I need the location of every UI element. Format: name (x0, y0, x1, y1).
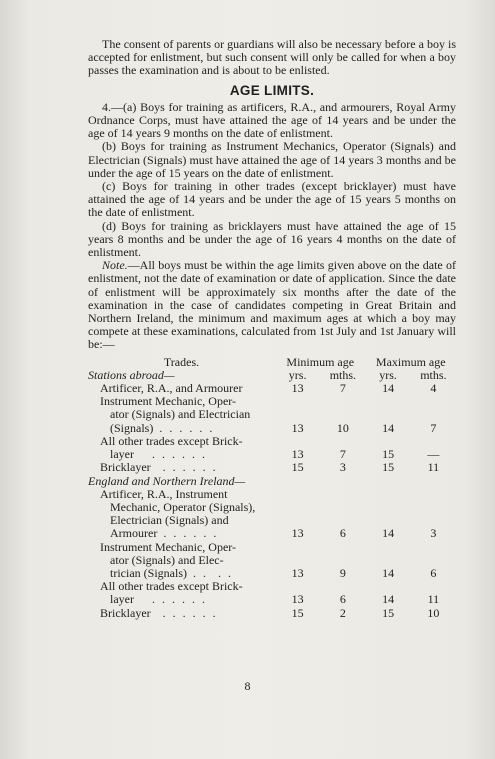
leader-dots: . . . . . . (151, 592, 207, 607)
row-label (88, 461, 275, 474)
leader-dots: . . . . . . (151, 447, 207, 462)
row-label-line (100, 527, 275, 540)
row-label (88, 395, 275, 435)
max-yrs-cell: 15 (382, 447, 395, 462)
max-yrs-cell: 14 (382, 420, 395, 435)
unit-min-yrs: yrs. (288, 367, 307, 382)
max-yrs-cell: 15 (382, 605, 395, 620)
min-yrs-cell: 13 (291, 381, 304, 396)
min-yrs-cell: 13 (291, 592, 304, 607)
min-yrs-cell: 15 (291, 460, 304, 475)
row-label-text: Bricklayer (100, 460, 151, 475)
row-label-line: Instrument Mechanic, Oper- (100, 394, 237, 409)
unit-max-yrs: yrs. (379, 367, 397, 382)
row-label (88, 488, 275, 541)
paragraph-b-prefix: (b) (102, 139, 116, 154)
note-label: Note. (102, 258, 128, 273)
table-row (88, 541, 456, 581)
max-mths-cell: 4 (430, 381, 437, 396)
table-row (88, 461, 456, 474)
col-trades-header: Trades. (163, 354, 200, 369)
age-limits-table (88, 356, 456, 620)
group-row (88, 475, 456, 488)
row-label-line: Instrument Mechanic, Oper- (100, 539, 237, 554)
min-yrs-cell: 13 (291, 565, 304, 580)
row-label-text: trician (Signals) (110, 565, 187, 580)
max-yrs-cell: 14 (382, 381, 395, 396)
max-mths-cell: — (427, 447, 440, 462)
row-label-line (100, 422, 275, 435)
col-max-header: Maximum age (375, 354, 446, 369)
paragraph-d (88, 220, 456, 260)
min-mths-cell: 9 (339, 565, 346, 580)
row-label (88, 607, 275, 620)
paragraph-c-prefix: (c) (102, 179, 116, 194)
table-row (88, 435, 456, 461)
table-row (88, 488, 456, 541)
leader-dots: . . . . . . (163, 526, 219, 541)
note-text: —All boys must be within the age limits given above on the date of enlistment, not the date of examination or date of application. Since the date of enlistment will be approximately six months after the date of the examination in the case of candidates competing in Great Britain and Northern Ireland, the minimum and maximum ages at which a boy may compete at these examinations, calculated from 1st July and 1st January will be:— (88, 258, 456, 352)
note-paragraph (88, 259, 456, 351)
max-mths-cell: 11 (427, 592, 440, 607)
row-label-line: All other trades except Brick- (100, 433, 243, 448)
max-mths-cell: 3 (430, 526, 437, 541)
group-abroad-label: Stations abroad— (88, 367, 175, 382)
max-mths-cell: 6 (430, 565, 437, 580)
min-mths-cell: 7 (339, 381, 346, 396)
leader-dots: . . . . (192, 565, 233, 580)
row-label-line: All other trades except Brick- (100, 579, 243, 594)
min-mths-cell: 2 (339, 605, 346, 620)
table-row (88, 580, 456, 606)
max-yrs-cell: 14 (382, 526, 395, 541)
row-label-line: Mechanic, Operator (Signals), (110, 499, 256, 514)
row-label-text: (Signals) (110, 420, 154, 435)
row-label-text: layer (110, 592, 134, 607)
unit-min-mths: mths. (329, 367, 357, 382)
paragraph-d-text: Boys for training as bricklayers must have attained the age of 15 years 8 months and be under the age of 16 years 4 months on the date of enlistment. (88, 218, 456, 260)
row-label-text: layer (110, 447, 134, 462)
row-label-line: ator (Signals) and Elec- (110, 552, 224, 567)
min-mths-cell: 3 (339, 460, 346, 475)
table-row (88, 395, 456, 435)
min-yrs-cell: 13 (291, 526, 304, 541)
min-yrs-cell: 13 (291, 447, 304, 462)
intro-paragraph: The consent of parents or guardians will also be necessary before a boy is accepted for enlistment, but such consent will only be called for when a boy passes the examination and is about to be enlisted. (88, 37, 456, 78)
min-mths-cell: 6 (339, 592, 346, 607)
group-uk-label: England and Northern Ireland— (88, 473, 246, 488)
page-content (88, 38, 456, 620)
paragraph-b (88, 140, 456, 180)
paragraph-d-prefix: (d) (102, 218, 116, 233)
leader-dots: . . . . . . (162, 460, 218, 475)
table-row (88, 607, 456, 620)
leader-dots: . . . . . . (162, 605, 218, 620)
row-label-line: Electrician (Signals) and (110, 513, 229, 528)
min-mths-cell: 10 (336, 420, 349, 435)
row-label (88, 435, 275, 461)
max-yrs-cell: 14 (382, 565, 395, 580)
row-label-text: Armourer (110, 526, 158, 541)
row-label-line: ator (Signals) and Electrician (110, 407, 251, 422)
section-heading: AGE LIMITS. (229, 82, 315, 98)
max-yrs-cell: 15 (382, 460, 395, 475)
min-yrs-cell: 13 (291, 420, 304, 435)
max-yrs-cell: 14 (382, 592, 395, 607)
col-min-header: Minimum age (286, 354, 355, 369)
paragraph-b-text: Boys for training as Instrument Mechanics, Operator (Signals) and Electrician (Signals) must have attained the age of 14 years 3 months and be under the age of 15 years on the date of enlistment. (88, 139, 456, 180)
row-label: Artificer, R.A., and Armourer (100, 381, 243, 396)
min-mths-cell: 6 (339, 526, 346, 541)
row-label-text: Bricklayer (100, 605, 151, 620)
page-number: 8 (244, 679, 251, 693)
paragraph-c-text: Boys for training in other trades (except bricklayer) must have attained the age of 14 years and be under the age of 15 years 5 months on the date of enlistment. (88, 179, 456, 220)
paragraph-a-text: Boys for training as artificers, R.A., and armourers, Royal Army Ordnance Corps, must have attained the age of 14 years and be under the age of 14 years 9 months on the date of enlistment. (88, 99, 456, 141)
max-mths-cell: 7 (430, 420, 437, 435)
table-header-row (88, 356, 456, 369)
max-mths-cell: 11 (427, 460, 440, 475)
paragraph-a (88, 101, 456, 141)
max-mths-cell: 10 (427, 605, 440, 620)
row-label-line: Artificer, R.A., Instrument (100, 486, 228, 501)
paragraph-c (88, 180, 456, 220)
min-yrs-cell: 15 (291, 605, 304, 620)
leader-dots: . . . . . . (159, 420, 215, 435)
row-label (88, 541, 275, 581)
min-mths-cell: 7 (339, 447, 346, 462)
row-label (88, 580, 275, 606)
paragraph-a-prefix: 4.—(a) (102, 99, 137, 114)
unit-max-mths: mths. (420, 367, 447, 382)
